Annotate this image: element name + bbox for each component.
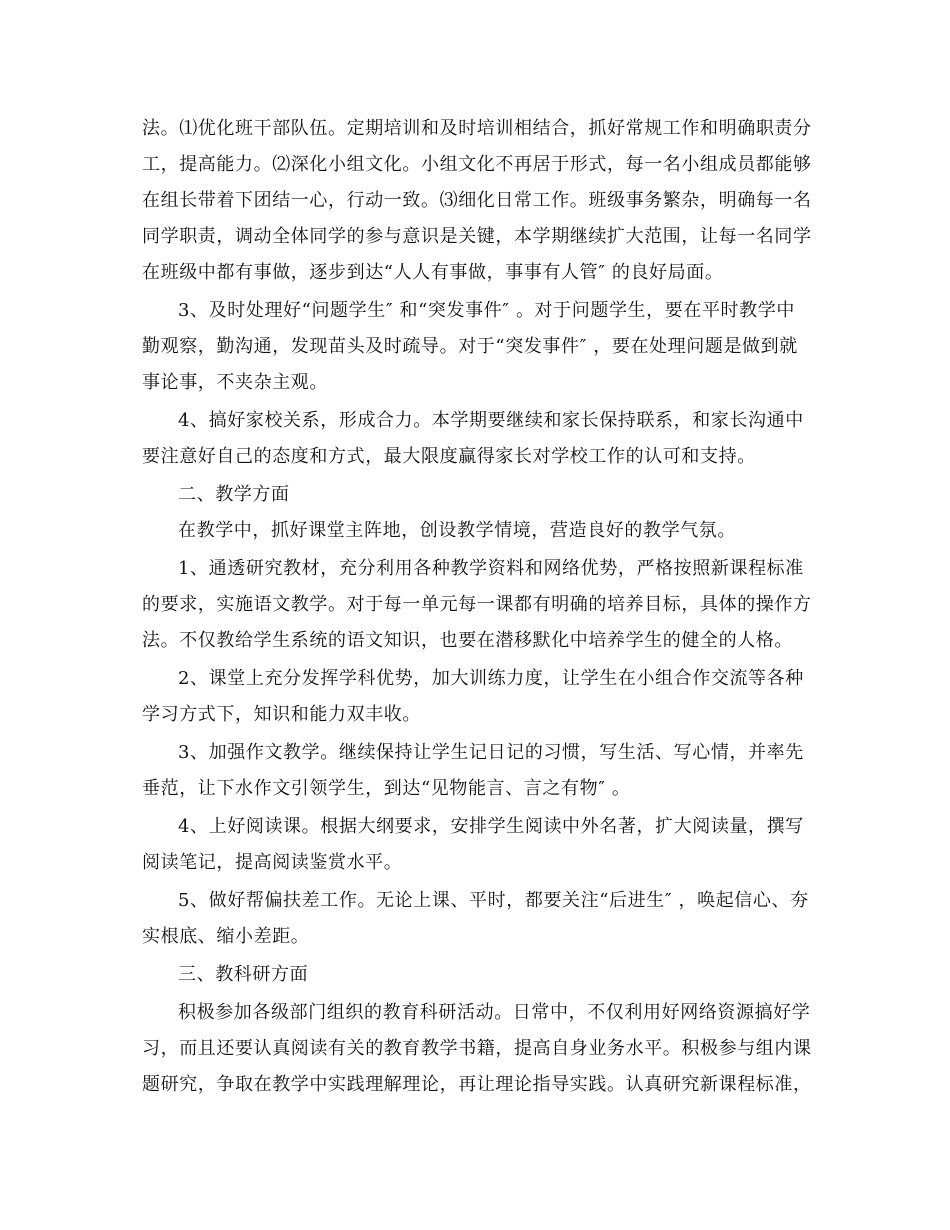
text-line: 实根底、缩小差距。 xyxy=(142,926,310,947)
text-line: 法。⑴优化班干部队伍。定期培训和及时培训相结合，抓好常规工作和明确职责分 xyxy=(142,118,812,139)
research-paragraph-first-line: 积极参加各级部门组织的教育科研活动。日常中，不仅利用好网络资源搞好学 xyxy=(178,1002,811,1023)
section-heading-research: 三、教科研方面 xyxy=(178,964,309,985)
text-line: 勤观察，勤沟通，发现苗头及时疏导。对于“突发事件″ ，要在处理问题是做到就 xyxy=(142,336,798,357)
text-line: 法。不仅教给学生系统的语文知识，也要在潜移默化中培养学生的健全的人格。 xyxy=(142,630,793,651)
text-line: 工，提高能力。⑵深化小组文化。小组文化不再居于形式，每一名小组成员都能够 xyxy=(142,154,812,175)
text-line: 学习方式下，知识和能力双丰收。 xyxy=(142,704,421,725)
text-line: 同学职责，调动全体同学的参与意识是关键，本学期继续扩大范围，让每一名同学 xyxy=(142,226,812,247)
text-line: 在组长带着下团结一心，行动一致。⑶细化日常工作。班级事务繁杂，明确每一名 xyxy=(142,190,812,211)
section-heading-teaching: 二、教学方面 xyxy=(178,484,290,505)
text-line: 在班级中都有事做，逐步到达“人人有事做，事事有人管″ 的良好局面。 xyxy=(142,262,724,283)
paragraph-3-first-line: 3、及时处理好“问题学生″ 和“突发事件″ 。对于问题学生，要在平时教学中 xyxy=(178,300,795,321)
teaching-item-2: 2、课堂上充分发挥学科优势，加大训练力度，让学生在小组合作交流等各种 xyxy=(178,668,804,689)
text-line: 题研究，争取在教学中实践理解理论，再让理论指导实践。认真研究新课程标准， xyxy=(142,1074,812,1095)
teaching-item-3: 3、加强作文教学。继续保持让学生记日记的习惯，写生活、写心情，并率先 xyxy=(178,742,804,763)
text-line: 要注意好自己的态度和方式，最大限度赢得家长对学校工作的认可和支持。 xyxy=(142,446,756,467)
teaching-item-1: 1、通透研究教材，充分利用各种教学资料和网络优势，严格按照新课程标准 xyxy=(178,558,804,579)
text-line: 的要求，实施语文教学。对于每一单元每一课都有明确的培养目标，具体的操作方 xyxy=(142,594,812,615)
text-line: 垂范，让下水作文引领学生，到达“见物能言、言之有物″ 。 xyxy=(142,778,631,799)
text-line: 在教学中，抓好课堂主阵地，创设教学情境，营造良好的教学气氛。 xyxy=(178,520,736,541)
text-line: 习，而且还要认真阅读有关的教育教学书籍，提高自身业务水平。积极参与组内课 xyxy=(142,1038,812,1059)
paragraph-4-first-line: 4、搞好家校关系，形成合力。本学期要继续和家长保持联系，和家长沟通中 xyxy=(178,410,804,431)
teaching-item-4: 4、上好阅读课。根据大纲要求，安排学生阅读中外名著，扩大阅读量，撰写 xyxy=(178,816,804,837)
text-line: 阅读笔记，提高阅读鉴赏水平。 xyxy=(142,852,403,873)
text-line: 事论事，不夹杂主观。 xyxy=(142,372,328,393)
teaching-item-5: 5、做好帮偏扶差工作。无论上课、平时，都要关注“后进生″ ，唤起信心、夯 xyxy=(178,890,809,911)
